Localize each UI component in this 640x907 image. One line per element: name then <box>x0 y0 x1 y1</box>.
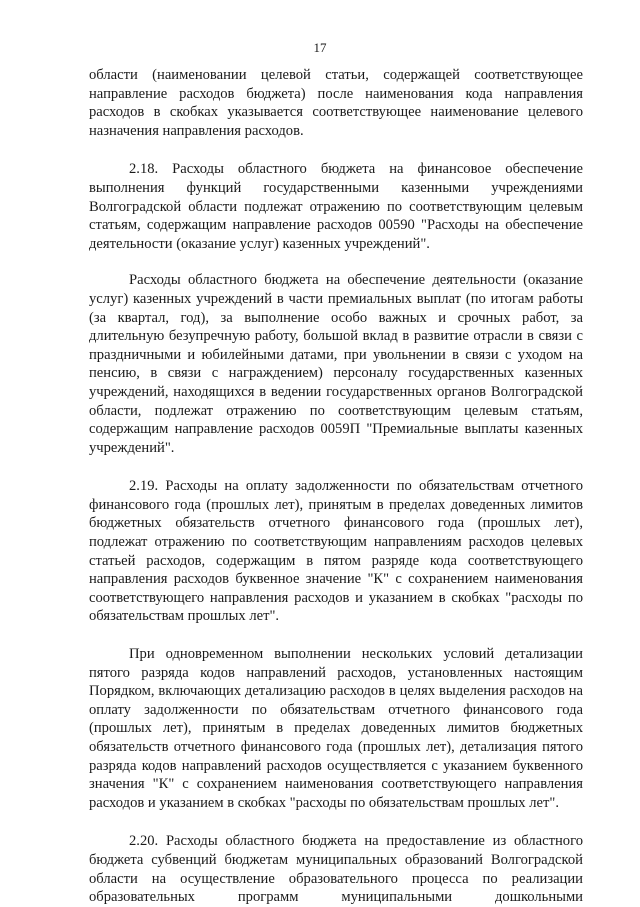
paragraph-multiple-conditions: При одновременном выполнении нескольких условий детализации пятого разряда кодов направлений расходов, установленных настоящим Порядком, включающих детализацию расходов в целях выделения расходов на оплату задолженности по обязательствам отчетного финансового года (прошлых лет), принятым в пределах доведенных лимитов бюджетных обязательств отчетного финансового года (прошлых лет), детализация пятого разряда кодов направлений расходов осуществляется с указанием буквенного значения "К" с сохранением наименования соответствующего направления расходов и указанием в скобках "расходы по обязательствам прошлых лет". <box>89 646 583 811</box>
page-number: 17 <box>313 40 327 55</box>
paragraph-2-19: 2.19. Расходы на оплату задолженности по обязательствам отчетного финансового года (прошлых лет), принятым в пределах доведенных лимитов бюджетных обязательств отчетного финансового года (прошлых лет), подлежат отражению по соответствующим направлениям расходов целевых статьей расходов, содержащим в пятом разряде кода соответствующего направления расходов буквенное значение "К" с сохранением наименования соответствующего направления расходов и указанием в скобках "расходы по обязательствам прошлых лет". <box>89 478 583 625</box>
paragraph-2-18: 2.18. Расходы областного бюджета на финансовое обеспечение выполнения функций государственными казенными учреждениями Волгоградской области подлежат отражению по соответствующим целевым статьям, содержащим направление расходов 00590 "Расходы на обеспечение деятельности (оказание услуг) казенных учреждений". <box>89 161 583 252</box>
paragraph-bonus-payments: Расходы областного бюджета на обеспечение деятельности (оказание услуг) казенных учреждений в части премиальных выплат (по итогам работы (за квартал, год), за выполнение особо важных и срочных работ, за длительную безупречную работу, большой вклад в развитие отрасли в связи с праздничными и юбилейными датами, при увольнении в связи с уходом на пенсию, в связи с награждением) персоналу государственных казенных учреждений, находящихся в ведении государственных органов Волгоградской области, подлежат отражению по соответствующим целевым статьям, содержащим направление расходов 0059П "Премиальные выплаты казенных учреждений". <box>89 272 583 456</box>
paragraph-2-20: 2.20. Расходы областного бюджета на предоставление из областного бюджета субвенций бюджетам муниципальных образований Волгоградской области на осуществление образовательного процесса по реализации образовательных программ муниципальными дошкольными <box>89 833 583 906</box>
paragraph-continuation: области (наименовании целевой статьи, содержащей соответствующее направление расходов бюджета) после наименования кода направления расходов в скобках указывается соответствующее наименование целевого назначения направления расходов. <box>89 67 583 139</box>
document-body <box>89 66 583 907</box>
